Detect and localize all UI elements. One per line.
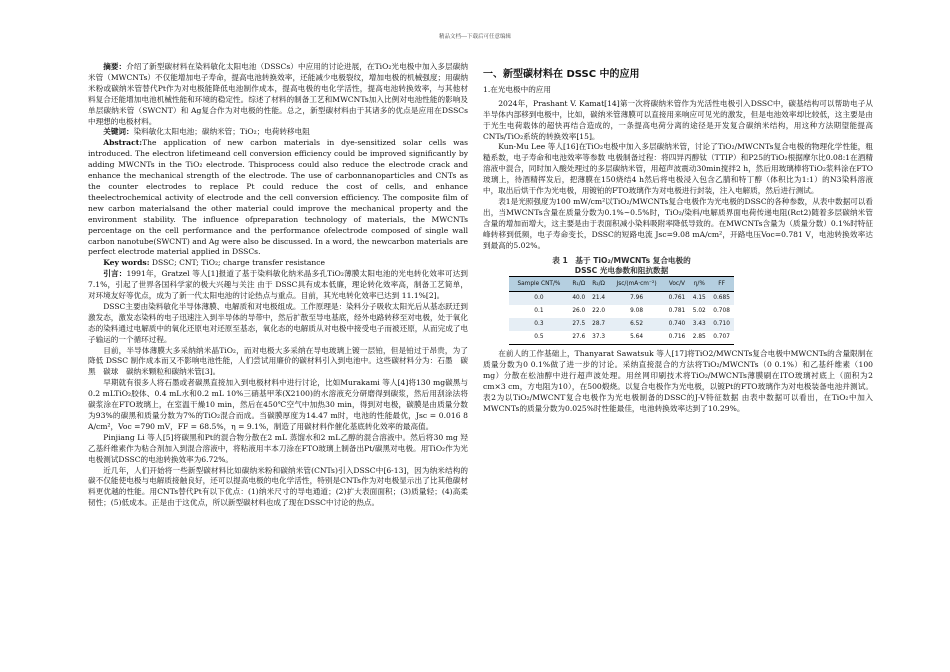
subsection-title: 1.在光电极中的应用 [483,84,551,94]
keywords-paragraph [88,127,468,138]
table-cell: 27.5 [569,318,589,331]
table-cell: 0.781 [668,308,686,315]
keywords-text: 染料敏化太阳电池；碳纳米管；TiO₂；电荷转移电阻 [133,127,310,137]
table-header-cell: Voc/V [665,276,690,292]
table-cell: 28.7 [589,318,609,331]
table-header-cell: Sample CNT/% [509,276,569,292]
table-cell: 0.761 [665,292,690,305]
intro-label: 引言： [103,269,127,279]
table-cell: 4.15 [689,292,709,305]
table-cell: 6.52 [609,318,665,331]
table-cell: 21.4 [589,292,609,305]
table-cell: 7.96 [609,292,665,305]
body-paragraph: DSSC主要由染料敏化半导体薄膜、电解质和对电极组成。工作原理是：染料分子吸收太阳光后从基态跃迁到激发态，激发态染料的电子迅速注入到半导体的导带中，然后扩散至导电基底，经外电路转移至对电极，处于氧化态的染料通过电解质中的氧化还原电对还原至基态，氧化态的电解质从对电极中接受电子而被还原，从而完成了电子输运的一个循环过程。 [88,301,468,344]
right-column [483,62,873,414]
table-cell: 0.3 [509,318,569,331]
table-cell: 22.0 [592,308,606,315]
data-table [509,276,734,346]
intro-text: 1991年，Gratzel 等人[1]报道了基于染料敏化纳米晶多孔TiO₂薄膜太阳电池的光电转化效率可达到7.1%，引起了世界各国科学家的极大兴趣与关注 由于 DSSC具有成本低廉，理论转化效率高，制备工艺简单，对环境友好等优点，成为了新一代太阳电池的讨论热点与重点。目前，其光电转化效率已达到 11.1%[2]。 [88,269,468,301]
en-keywords-paragraph [88,258,468,269]
table-caption-line2: DSSC 光电参数和阻抗数据 [574,265,669,275]
body-paragraph: Pinjiang Li 等人[5]将碳黑和Pt的混合物分散在2 mL 蒸馏水和2 mL乙醇的混合溶液中。然后将30 mg 羟乙基纤维素作为粘合剂加入到混合溶液中，将粘液用丰本刀涂在FTO玻璃上制备出Pt/碳黑对电极。用TiO₂作为光电极测试DSSC的电池转换效率为6.72%。 [88,432,468,464]
table-row [509,318,734,331]
table-cell: 0.0 [509,292,569,305]
table-cell: 37.3 [589,331,609,344]
table-cell: 27.6 [569,331,589,344]
table-cell: 0.740 [665,318,690,331]
table-cell: 0.685 [709,292,734,305]
section-title: 一、新型碳材料在 DSSC 中的应用 [483,69,640,80]
table-header-cell: R₁/Ω [569,276,589,292]
table-1 [509,256,734,346]
table-cell: 26.0 [572,308,586,315]
body-paragraph: 目前，半导体薄膜大多采纳纳米晶TiO₂，而对电极大多采纳在导电玻璃上镀一层铂，但是铂过于昂贵，为了降低 DSSC 制作成本而又不影响电池性能，人们尝试用廉价的碳材料引入到电池中。这些碳材料分为：石墨 碳黑 碳球 碳纳米颗粒和碳纳米管[3]。 [88,345,468,377]
en-abstract-paragraph [88,138,468,258]
en-abstract-text: The application of new carbon materials in dye-sensitized solar cells was introduced. The electron lifetimeand cell conversion efficiency could be improved significantly by adding MWCNTs in the TiO₂ electrode. Thisprocess could also reduce the electrode crack and enhance the mechanical strength of the electrode. The use of carbonnanoparticles and CNTs as the counter electrodes to replace Pt could reduce the cost of cells, and enhance theelectrochemical activity of electrode and the cell conversion efficiency. The composite film of new carbon materialsand the other material could improve the mechanical property and the environment stability. The influence ofpreparation technology of materials, the MWCNTs percentage on the cell performance and the performance ofelectrode composed of single wall carbon nanotube(SWCNT) and Ag were also be discussed. In a word, the newcarbon materials are perfect electrode material applied in DSSCs. [88,138,468,257]
table-cell: 9.08 [630,308,644,315]
table-cell: 3.43 [689,318,709,331]
table-caption-line1: 表 1 基于 TiO₂/MWCNTs 复合电极的 [552,255,691,265]
body-paragraph: 近几年，人们开始将一些新型碳材料比如碳纳米粉和碳纳米管(CNTs)引入DSSC中[6-13]，因为纳米结构的碳不仅能使电极与电解质接触良好，还可以提高电极的电化学活性，特别是CNTs作为对电极显示出了比其他碳材料更优越的性能。用CNTs替代Pt有以下优点：(1)纳米尺寸的导电通道；(2)扩大表面面积；(3)质量轻；(4)高柔韧性；(5)低成本。正是由于这优点，所以新型碳材料也成了现在DSSC中讨论的热点。 [88,465,468,508]
table-row [509,292,734,305]
table-cell: 0.707 [709,331,734,344]
body-paragraph: 在前人的工作基础上，Thanyarat Sawatsuk 等人[17]将TiO2/MWCNTs复合电极中MWCNTs的含量限制在质量分数为0 0.1%做了进一步的讨论。采纳直接混合的方法将TiO₂/MWCNTs（0 0.1%）和乙基纤维素（100 mg）分散在松油醇中进行超声波处理。用丝网印刷技术将TiO₂/MWCNTs薄膜刷在ITO玻璃衬底上（面积为2 cm×3 cm，方电阻为10），在500煅烧。以复合电极作为光电极，以镀Pt的FTO玻璃作为对电极装备电池并测试。表2为以TiO₂/MWCNT复合电极作为光电极制备的DSSC的J-V特征数据 由表中数据可以看出，在TiO₂中加入MWCNTs的质量分数为0.025%时性能最佳，电池转换效率达到了10.29%。 [483,349,873,413]
table-cell: 0.5 [509,331,569,344]
table-header-cell: FF [709,276,734,292]
table-header-cell: η/% [689,276,709,292]
table-cell: 2.85 [689,331,709,344]
table-cell: 0.716 [665,331,690,344]
body-paragraph: Kun-Mu Lee 等人[16]在TiO₂电极中加入多层碳纳米管，讨论了TiO₂/MWCNTs复合电极的物理化学性能，粗糙系数，电子寿命和电池效率等参数 电极制备过程：将四异丙醇钛（TTIP）和P25的TiO₂根据摩尔比0.08:1在酒精溶液中混合，同时加入酸处理过的多层碳纳米管，用超声波震动30min搅拌2 h，然后用玻璃棒将TiO₂浆料涂在FTO玻璃上，待酒精挥发后，把薄膜在150烧结4 h然后将电极浸入包含乙腈和特丁醇（体积比为1:1）的N3染料溶液中，取出后烘干作为光电极，用镀铂的FTO玻璃作为对电极进行封装，注入电解质，然后进行测试。 [483,142,873,196]
table-header-cell: R₂/Ω [589,276,609,292]
intro-paragraph [88,269,468,302]
table-cell: 5.02 [692,308,706,315]
en-abstract-label: Abstract: [103,138,143,148]
body-paragraph: 2024年，Prashant V. Kamat[14]第一次将碳纳米管作为光活性电极引入DSSC中，碳基结构可以帮助电子从半导体内部移到电极中，比如，碳纳米管薄膜可以直接用来响应可见光的激发，但是电池效率却比较低，这主要是由于光生电荷载体的超快再结合造成的，一条提高电荷分离的途径是开发复合碳纳米结构，用这种方法期望能提高CNTs/TiO₂系统的转换效率[15]。 [483,98,873,141]
abstract-text: 介绍了新型碳材料在染料敏化太阳电池（DSSCs）中应用的讨论进展，在TiO₂光电极中加入多层碳纳米管（MWCNTs）不仅能增加电子寿命，提高电池转换效率，还能减少电极裂纹，增加电极的机械强度；用碳纳米粉或碳纳米管替代Pt作为对电极能降低电池制作成本，提高电极的电化学活性，提高电池转换效率，与其他材料复合还能增加电池机械性能和环境的稳定性。综述了材料的制备工艺和MWCNTs加入比例对电池性能的影响及单层碳纳米管（SWCNT）和 Ag复合作为对电极的性能。总之，新型碳材料由于其诸多的优点是应用在DSSCs中理想的电极材料。 [88,62,469,126]
table-cell: 0.1 [534,308,544,315]
en-keywords-text: DSSC; CNT; TiO₂; charge transfer resistance [151,258,325,268]
table-cell: 0.708 [713,308,730,315]
abstract-paragraph [88,62,468,127]
page-header: 精品文档---下载后可任意编辑 [439,34,511,40]
table-header-row [509,276,734,292]
keywords-label: 关键词： [103,127,134,137]
body-paragraph: 表1是光照强度为100 mW/cm²以TiO₂/MWCNTs复合电极作为光电极的DSSC的各种参数，从表中数据可以看出，当MWCNTs含量在质量分数为0.1%~0.5%时，TiO₂/染料/电解质界面电荷传递电阻(Rct2)随着多层碳纳米管含量的增加而增大，这主要是由于表面积减小染料吸附率降低导致的。在MWCNTs含量为（质量分数）0.1%时特征峰转移到低频，电子寿命变长，DSSC的短路电流 Jsc=9.08 mA/cm²，开路电压Voc=0.781 V，电池转换效率达到最高的5.02%。 [483,196,873,250]
left-column [88,62,468,509]
abstract-label: 摘要： [103,62,127,71]
table-row [509,305,734,318]
table-cell: 0.710 [709,318,734,331]
table-header-cell: Jsc/(mA·cm⁻²) [609,276,665,292]
en-keywords-label: Key words: [103,258,150,268]
table-cell: 40.0 [569,292,589,305]
table-cell: 5.64 [609,331,665,344]
body-paragraph: 早期就有很多人将石墨或者碳黑直接加入到电极材料中进行讨论，比如Murakami 等人[4]将130 mg碳黑与0.2 mLTiO₂胶体、0.4 mL水和0.2 mL 10%三硝基甲苯(X2100)的水溶液充分研磨得到碳浆，然后用刮涂法将碳浆涂在FTO玻璃上，在室温干燥10 min，然后在450℃空气中加热30 min，得到对电极，碳膜是由质量分数为93%的碳黑和质量分数为7%的TiO₂混合而成。当碳膜厚度为14.47 m时，电池的性能最优，Jsc = 0.016 8 A/cm²，Voc =790 mV，FF = 68.5%，η = 9.1%，制造了用碳材料作催化基底转化效率的最高值。 [88,378,468,431]
table-row [509,331,734,344]
